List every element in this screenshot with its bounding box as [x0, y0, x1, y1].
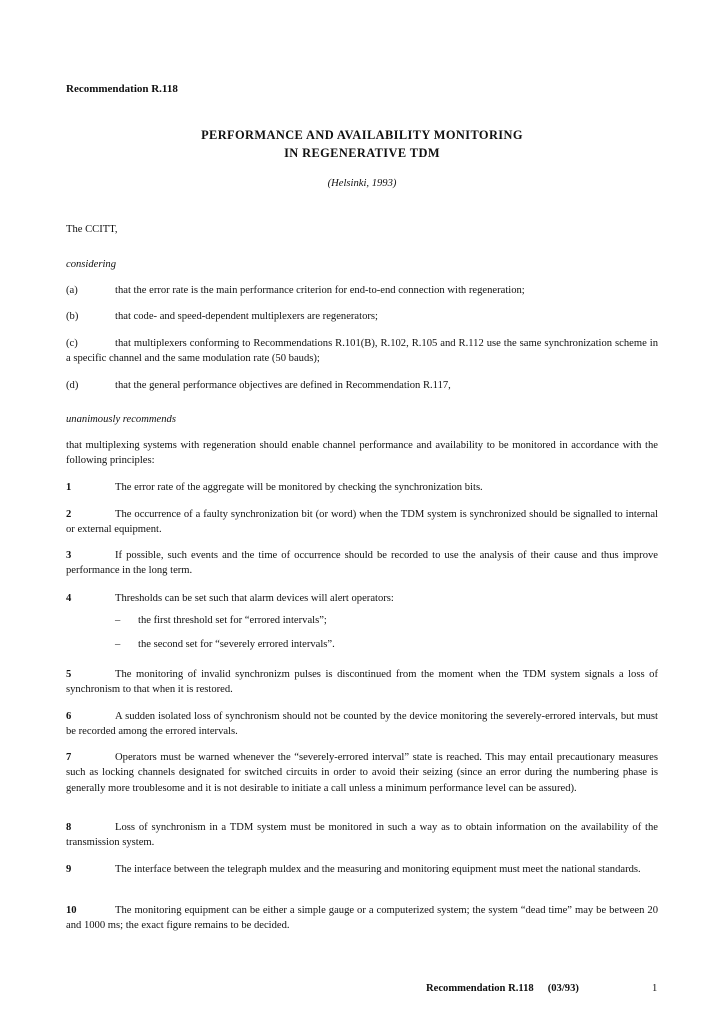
dash-bullet: – [115, 639, 121, 650]
principle-number: 10 [66, 905, 77, 916]
considering-heading: considering [66, 259, 117, 270]
principle-number: 6 [66, 711, 72, 722]
consideration-text: that multiplexers conforming to Recommendations R.101(B), R.102, R.105 and R.112 use the same synchronization scheme in a specific channel and the same modulation rate (50 bauds); [66, 338, 658, 365]
principle-number: 3 [66, 550, 72, 561]
consideration-c [66, 336, 658, 367]
consideration-label: (a) [66, 285, 78, 296]
page-footer [426, 983, 579, 994]
consideration-d [66, 378, 658, 393]
principle-7 [66, 750, 658, 796]
principle-5 [66, 667, 658, 698]
page-number: 1 [652, 983, 658, 994]
footer-recommendation: Recommendation R.118 [426, 983, 534, 994]
principle-8 [66, 820, 658, 851]
consideration-text: that the error rate is the main performance criterion for end-to-end connection with regeneration; [115, 285, 525, 296]
recommendation-heading: Recommendation R.118 [66, 83, 178, 95]
document-date: (Helsinki, 1993) [327, 178, 397, 189]
principle-text: Thresholds can be set such that alarm devices will alert operators: [115, 593, 394, 604]
intro-text: The CCITT, [66, 224, 118, 235]
principle-text: If possible, such events and the time of occurrence should be recorded to use the analysis of their cause and thus improve performance in the long term. [66, 550, 658, 577]
consideration-label: (c) [66, 338, 78, 349]
dash-bullet: – [115, 615, 121, 626]
consideration-label: (d) [66, 380, 79, 391]
principle-text: The error rate of the aggregate will be monitored by checking the synchronization bits. [115, 482, 483, 493]
principle-number: 9 [66, 864, 72, 875]
principle-text: The monitoring of invalid synchronizm pulses is discontinued from the moment when the TDM system signals a loss of synchronism to that when it is restored. [66, 669, 658, 696]
principle-1 [66, 480, 658, 495]
principle-text: A sudden isolated loss of synchronism should not be counted by the device monitoring the severely-errored intervals, but must be recorded among the errored intervals. [66, 711, 658, 738]
principle-3 [66, 548, 658, 579]
principle-6 [66, 709, 658, 740]
recommends-intro: that multiplexing systems with regeneration should enable channel performance and availability to be monitored in accordance with the following principles: [66, 440, 658, 467]
threshold-text: the second set for “severely errored intervals”. [138, 639, 335, 650]
principle-10 [66, 903, 658, 934]
threshold-item-2 [115, 639, 658, 650]
recommends-heading: unanimously recommends [66, 414, 176, 425]
consideration-b [66, 309, 658, 324]
principle-4 [66, 591, 658, 606]
principle-number: 2 [66, 509, 72, 520]
principle-text: The interface between the telegraph muldex and the measuring and monitoring equipment must meet the national standards. [115, 864, 641, 875]
document-title-line-2: IN REGENERATIVE TDM [284, 146, 440, 160]
consideration-a [66, 283, 658, 298]
principle-text: The occurrence of a faulty synchronization bit (or word) when the TDM system is synchronized should be signalled to internal or external equipment. [66, 509, 658, 536]
principle-number: 7 [66, 752, 72, 763]
principle-number: 1 [66, 482, 72, 493]
principle-2 [66, 507, 658, 538]
consideration-label: (b) [66, 311, 79, 322]
footer-code: (03/93) [547, 983, 579, 994]
threshold-item-1 [115, 615, 658, 626]
principle-text: Operators must be warned whenever the “severely-errored interval” state is reached. This may entail precautionary measures such as locking channels designated for switched circuits in order to avoid their seizing (since an error during the numbering phase is generally more troublesome and it is not desirable to initiate a call unless a minimum performance level can be assured). [66, 752, 658, 794]
consideration-text: that code- and speed-dependent multiplexers are regenerators; [115, 311, 378, 322]
principle-text: Loss of synchronism in a TDM system must be monitored in such a way as to obtain information on the availability of the transmission system. [66, 822, 658, 849]
principle-number: 5 [66, 669, 72, 680]
document-title-line-1: PERFORMANCE AND AVAILABILITY MONITORING [201, 128, 523, 142]
threshold-text: the first threshold set for “errored intervals”; [138, 615, 327, 626]
consideration-text: that the general performance objectives are defined in Recommendation R.117, [115, 380, 451, 391]
principle-9 [66, 862, 658, 877]
principle-number: 8 [66, 822, 72, 833]
principle-text: The monitoring equipment can be either a simple gauge or a computerized system; the system “dead time” may be between 20 and 1000 ms; the exact figure remains to be decided. [66, 905, 658, 932]
principle-number: 4 [66, 593, 72, 604]
